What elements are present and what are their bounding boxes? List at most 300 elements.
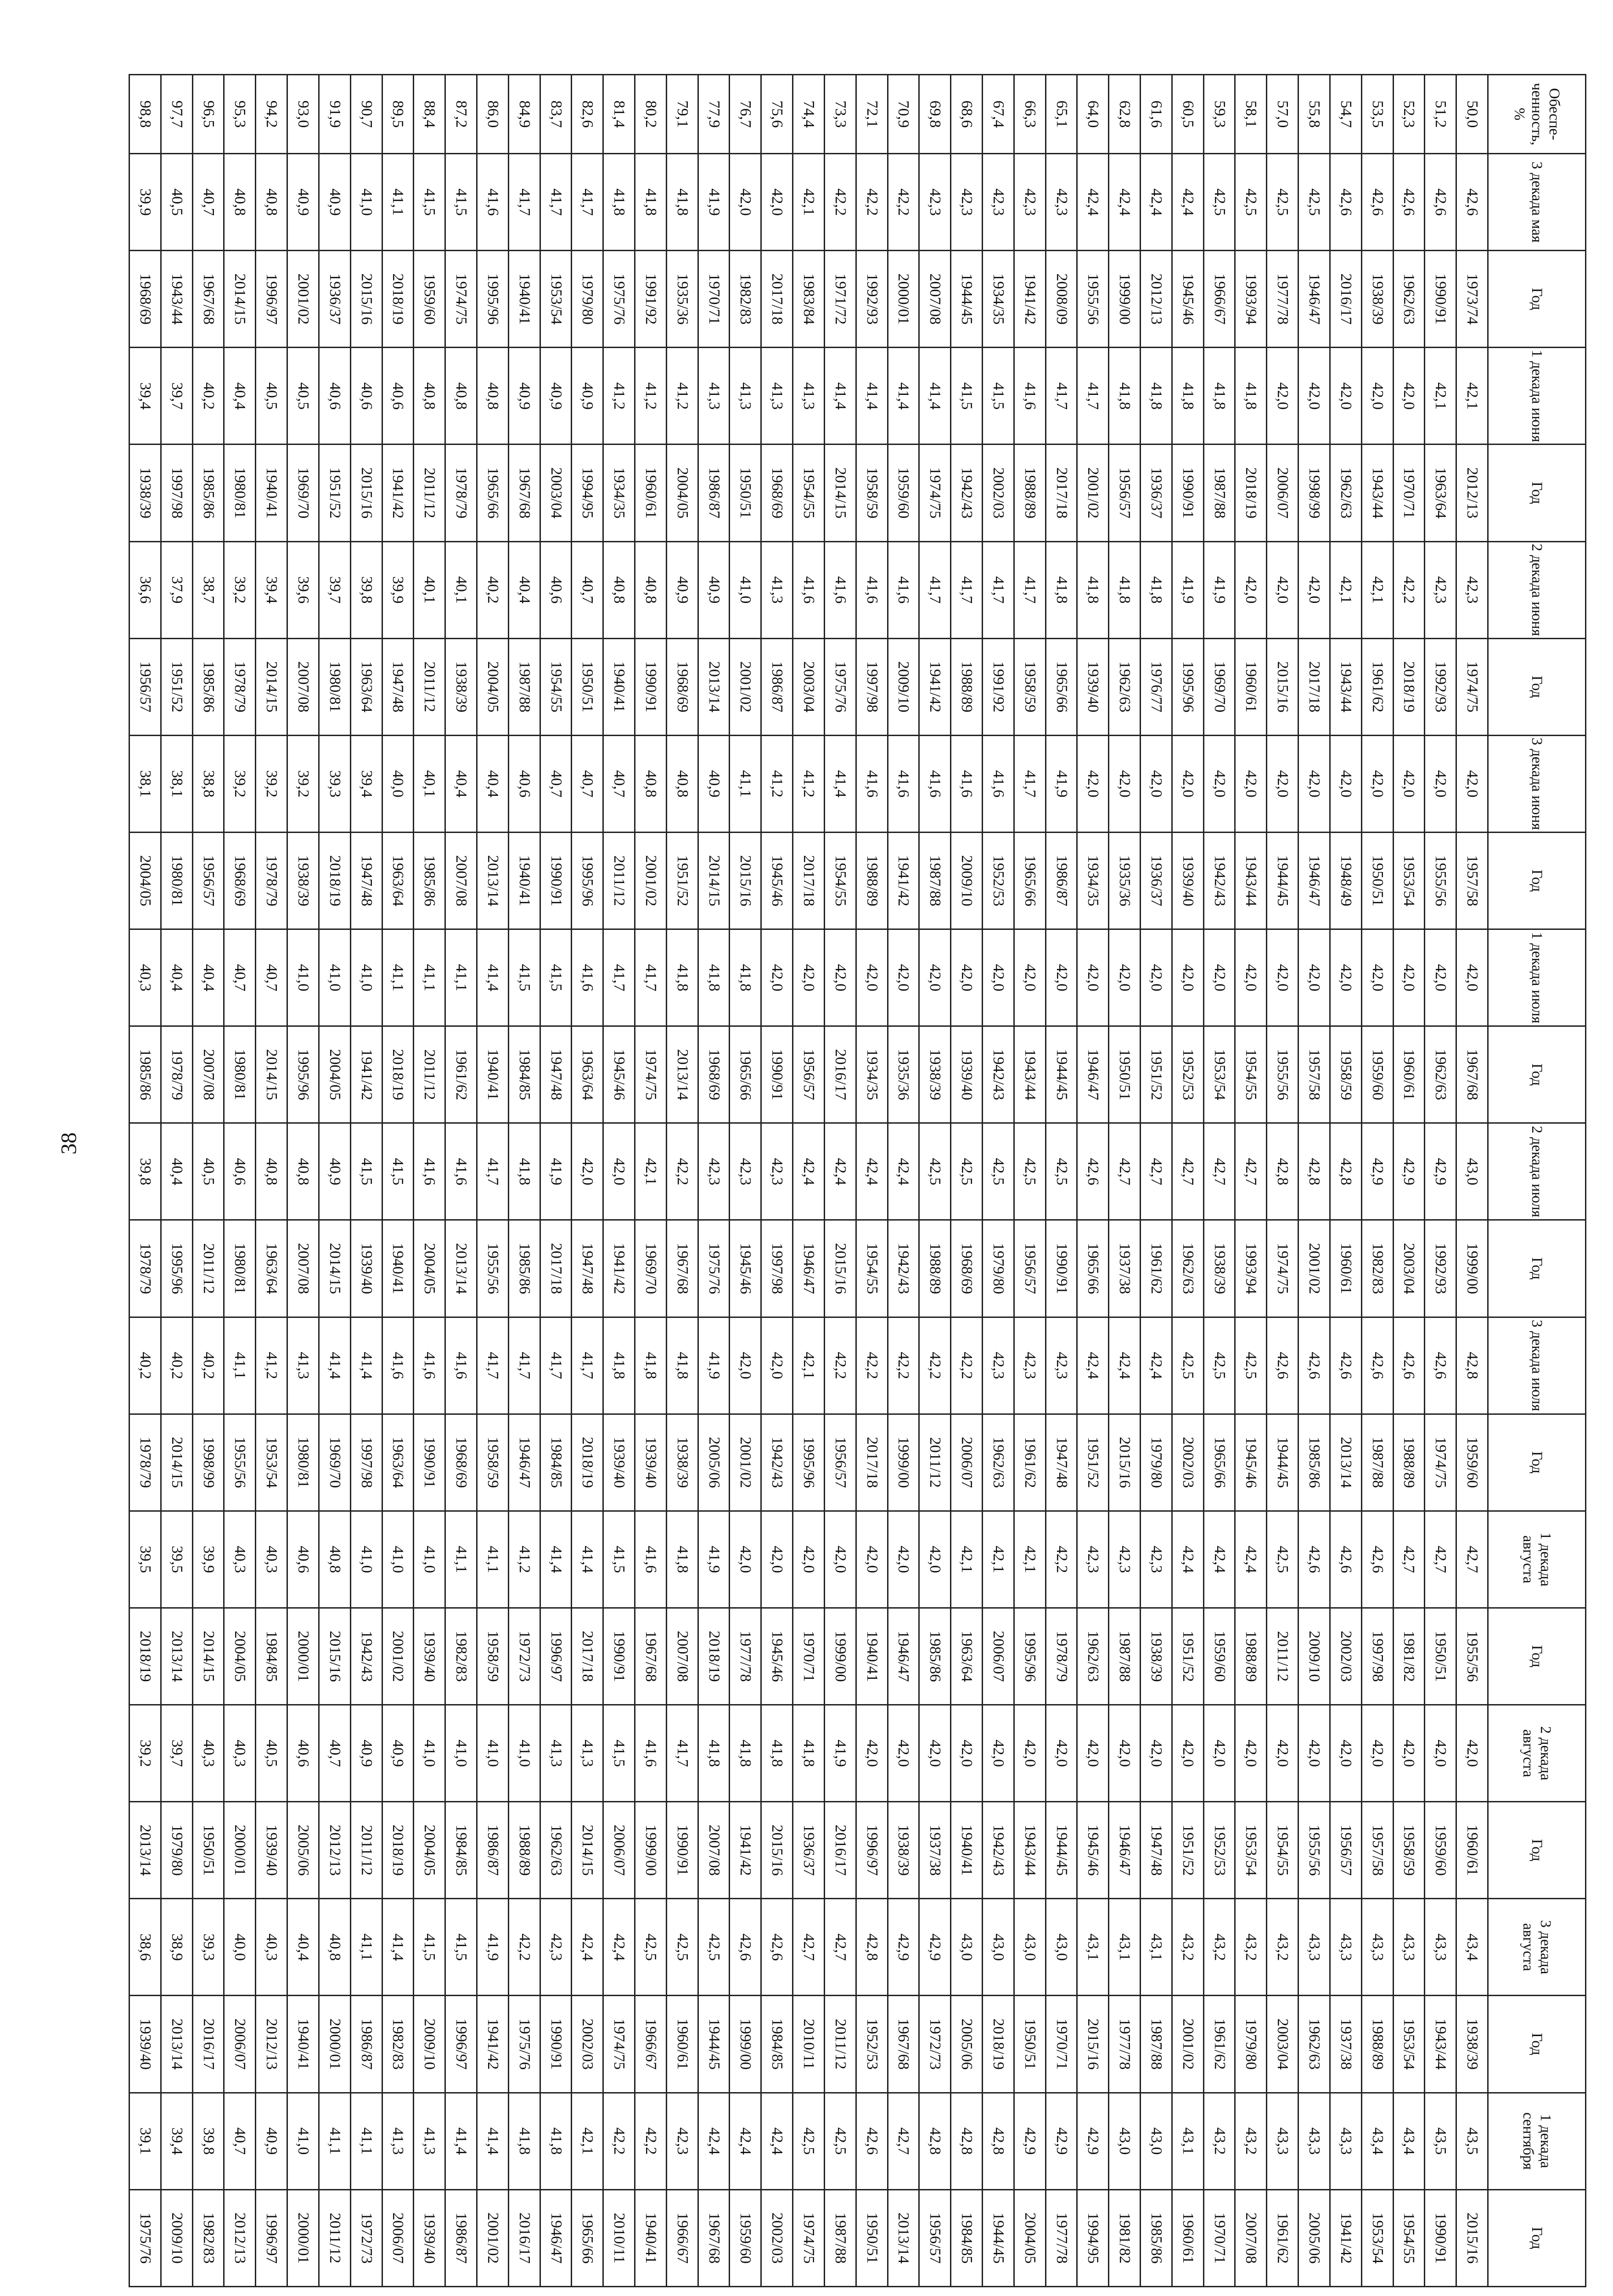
value-cell: 41,6 [382, 1317, 414, 1414]
year-cell: 1945/46 [730, 1220, 761, 1317]
value-cell: 41,0 [287, 2093, 319, 2189]
value-cell: 43,3 [1361, 1899, 1393, 1996]
value-cell: 37,9 [161, 541, 192, 638]
year-cell: 1997/98 [161, 445, 192, 541]
value-cell: 40,3 [192, 1705, 224, 1802]
year-cell: 1943/44 [1014, 1802, 1045, 1899]
value-cell: 40,8 [635, 541, 667, 638]
value-cell: 42,0 [1077, 1705, 1109, 1802]
value-cell: 42,3 [1014, 1317, 1045, 1414]
year-cell: 1960/61 [1235, 638, 1267, 735]
value-cell: 41,7 [572, 1317, 603, 1414]
value-cell: 40,4 [192, 929, 224, 1026]
year-cell: 1945/46 [1172, 251, 1203, 348]
year-cell: 1951/52 [161, 638, 192, 735]
year-cell: 1942/43 [983, 1026, 1014, 1123]
year-cell: 2009/10 [1298, 1608, 1330, 1705]
value-cell: 42,3 [1425, 541, 1456, 638]
value-cell: 42,7 [1141, 1123, 1172, 1220]
year-cell: 1970/71 [1393, 445, 1425, 541]
value-cell: 42,2 [508, 1899, 540, 1996]
year-cell: 2004/05 [477, 638, 509, 735]
year-cell: 1985/86 [192, 445, 224, 541]
value-cell: 42,2 [1045, 1511, 1077, 1608]
value-cell: 40,7 [256, 929, 287, 1026]
year-cell: 1941/42 [603, 1220, 635, 1317]
year-cell: 1966/67 [666, 2189, 698, 2286]
year-cell: 1958/59 [856, 445, 888, 541]
year-cell: 1940/41 [382, 1220, 414, 1317]
year-cell: 1950/51 [1014, 1996, 1045, 2093]
value-cell: 42,9 [1045, 2093, 1077, 2189]
year-cell: 2018/19 [572, 1414, 603, 1511]
value-cell: 42,4 [730, 2093, 761, 2189]
value-cell: 42,6 [1393, 1317, 1425, 1414]
value-cell: 42,0 [983, 1705, 1014, 1802]
value-cell: 41,3 [698, 348, 730, 445]
year-cell: 1952/53 [1172, 1026, 1203, 1123]
year-cell: 1999/00 [730, 1996, 761, 2093]
year-cell: 1999/00 [888, 1414, 919, 1511]
value-cell: 41,0 [350, 154, 382, 251]
value-cell: 41,0 [730, 541, 761, 638]
value-cell: 43,0 [1141, 2093, 1172, 2189]
year-cell: 1987/88 [1109, 1608, 1141, 1705]
year-cell: 1955/56 [1077, 251, 1109, 348]
value-cell: 41,4 [319, 1317, 350, 1414]
value-cell: 40,9 [287, 154, 319, 251]
year-cell: 1984/85 [761, 1996, 793, 2093]
year-cell: 1965/66 [730, 1026, 761, 1123]
value-cell: 41,2 [603, 348, 635, 445]
year-cell: 1940/41 [477, 1026, 509, 1123]
year-cell: 1990/91 [603, 1608, 635, 1705]
provision-cell: 83,7 [540, 75, 572, 154]
table-row [1203, 75, 1235, 2287]
year-cell: 1958/59 [1330, 1026, 1361, 1123]
value-cell: 43,2 [1235, 1899, 1267, 1996]
table-row [983, 75, 1014, 2287]
value-cell: 42,5 [1235, 154, 1267, 251]
value-cell: 38,7 [192, 541, 224, 638]
value-cell: 41,4 [572, 1511, 603, 1608]
year-cell: 2000/01 [319, 1996, 350, 2093]
value-cell: 42,0 [1235, 541, 1267, 638]
year-cell: 1980/81 [224, 1026, 256, 1123]
year-cell: 1982/83 [1361, 1220, 1393, 1317]
value-cell: 41,8 [508, 1123, 540, 1220]
table-row [1361, 75, 1393, 2287]
year-cell: 1938/39 [919, 1026, 951, 1123]
year-cell: 1958/59 [1393, 1802, 1425, 1899]
year-cell: 1996/97 [540, 1608, 572, 1705]
year-cell: 1982/83 [730, 251, 761, 348]
year-cell: 1967/68 [888, 1996, 919, 2093]
table-row [414, 75, 445, 2287]
value-cell: 39,2 [287, 735, 319, 832]
year-cell: 1935/36 [888, 1026, 919, 1123]
value-cell: 42,6 [1361, 154, 1393, 251]
year-cell: 1980/81 [224, 1220, 256, 1317]
value-cell: 39,8 [129, 1123, 161, 1220]
year-cell: 1947/48 [350, 832, 382, 929]
value-cell: 42,0 [1203, 735, 1235, 832]
value-cell: 42,1 [572, 2093, 603, 2189]
value-cell: 41,9 [698, 1511, 730, 1608]
provision-cell: 97,7 [161, 75, 192, 154]
year-cell: 1942/43 [951, 445, 983, 541]
value-cell: 42,0 [730, 1317, 761, 1414]
value-cell: 39,5 [161, 1511, 192, 1608]
header-year: Год [1488, 1026, 1586, 1123]
year-cell: 1983/84 [793, 251, 825, 348]
value-cell: 41,4 [445, 2093, 477, 2189]
year-cell: 1946/47 [1109, 1802, 1141, 1899]
year-cell: 1975/76 [698, 1220, 730, 1317]
year-cell: 1991/92 [983, 638, 1014, 735]
year-cell: 1968/69 [761, 445, 793, 541]
value-cell: 40,6 [382, 348, 414, 445]
value-cell: 41,4 [477, 929, 509, 1026]
year-cell: 2018/19 [1235, 445, 1267, 541]
provision-cell: 96,5 [192, 75, 224, 154]
year-cell: 1944/45 [1267, 1414, 1298, 1511]
year-cell: 2001/02 [382, 1608, 414, 1705]
value-cell: 42,8 [856, 1899, 888, 1996]
year-cell: 2001/02 [635, 832, 667, 929]
year-cell: 1978/79 [1045, 1608, 1077, 1705]
value-cell: 42,0 [951, 1705, 983, 1802]
value-cell: 42,0 [730, 154, 761, 251]
value-cell: 42,5 [824, 2093, 856, 2189]
value-cell: 42,0 [1298, 735, 1330, 832]
value-cell: 41,3 [761, 541, 793, 638]
value-cell: 41,8 [1141, 541, 1172, 638]
year-cell: 1999/00 [1456, 1220, 1488, 1317]
year-cell: 1987/88 [508, 638, 540, 735]
year-cell: 1950/51 [1425, 1608, 1456, 1705]
value-cell: 43,1 [1077, 1899, 1109, 1996]
year-cell: 2014/15 [256, 638, 287, 735]
year-cell: 2007/08 [919, 251, 951, 348]
value-cell: 40,9 [540, 348, 572, 445]
year-cell: 2016/17 [824, 1026, 856, 1123]
year-cell: 1940/41 [635, 2189, 667, 2286]
year-cell: 1990/91 [1045, 1220, 1077, 1317]
year-cell: 1971/72 [824, 251, 856, 348]
value-cell: 41,3 [761, 348, 793, 445]
year-cell: 1986/87 [350, 1996, 382, 2093]
value-cell: 41,9 [1172, 541, 1203, 638]
year-cell: 1974/75 [1456, 638, 1488, 735]
year-cell: 1975/76 [824, 638, 856, 735]
value-cell: 40,4 [224, 348, 256, 445]
year-cell: 1961/62 [1267, 2189, 1298, 2286]
value-cell: 42,4 [761, 2093, 793, 2189]
year-cell: 1965/66 [477, 445, 509, 541]
value-cell: 41,9 [477, 1899, 509, 1996]
year-cell: 2013/14 [666, 1026, 698, 1123]
year-cell: 1954/55 [1393, 2189, 1425, 2286]
year-cell: 1957/58 [1298, 1026, 1330, 1123]
value-cell: 42,0 [1361, 929, 1393, 1026]
year-cell: 1985/86 [1141, 2189, 1172, 2286]
provision-cell: 75,6 [761, 75, 793, 154]
value-cell: 42,3 [1456, 541, 1488, 638]
year-cell: 1968/69 [224, 832, 256, 929]
year-cell: 1941/42 [382, 445, 414, 541]
value-cell: 42,7 [1203, 1123, 1235, 1220]
year-cell: 1938/39 [445, 638, 477, 735]
year-cell: 1995/96 [572, 832, 603, 929]
year-cell: 1937/38 [1330, 1996, 1361, 2093]
year-cell: 1945/46 [761, 1608, 793, 1705]
value-cell: 41,5 [508, 929, 540, 1026]
value-cell: 42,2 [824, 1317, 856, 1414]
value-cell: 42,6 [1298, 1317, 1330, 1414]
value-cell: 40,8 [256, 154, 287, 251]
provision-cell: 93,0 [287, 75, 319, 154]
value-cell: 42,4 [1077, 154, 1109, 251]
year-cell: 1970/71 [698, 251, 730, 348]
year-cell: 1961/62 [1203, 1996, 1235, 2093]
value-cell: 42,7 [1235, 1123, 1267, 1220]
value-cell: 41,8 [698, 929, 730, 1026]
value-cell: 42,0 [1425, 929, 1456, 1026]
value-cell: 39,4 [350, 735, 382, 832]
year-cell: 1962/63 [983, 1414, 1014, 1511]
year-cell: 1986/87 [445, 2189, 477, 2286]
value-cell: 41,6 [635, 1511, 667, 1608]
year-cell: 1944/45 [1267, 832, 1298, 929]
value-cell: 42,0 [1109, 735, 1141, 832]
year-cell: 1962/63 [1425, 1026, 1456, 1123]
value-cell: 40,7 [192, 154, 224, 251]
year-cell: 1963/64 [350, 638, 382, 735]
value-cell: 41,5 [382, 1123, 414, 1220]
year-cell: 1974/75 [445, 251, 477, 348]
value-cell: 41,6 [824, 541, 856, 638]
value-cell: 42,0 [1235, 929, 1267, 1026]
year-cell: 1987/88 [1203, 445, 1235, 541]
provision-cell: 72,1 [856, 75, 888, 154]
value-cell: 42,7 [824, 1899, 856, 1996]
table-row [508, 75, 540, 2287]
value-cell: 41,6 [635, 1705, 667, 1802]
year-cell: 1953/54 [1235, 1802, 1267, 1899]
year-cell: 1965/66 [1203, 1414, 1235, 1511]
table-row [666, 75, 698, 2287]
year-cell: 2016/17 [508, 2189, 540, 2286]
year-cell: 2014/15 [319, 1220, 350, 1317]
year-cell: 1987/88 [824, 2189, 856, 2286]
value-cell: 42,0 [1456, 929, 1488, 1026]
header-decade: 3 декада мая [1488, 154, 1586, 251]
year-cell: 1985/86 [1298, 1414, 1330, 1511]
year-cell: 2007/08 [192, 1026, 224, 1123]
header-year: Год [1488, 1802, 1586, 1899]
value-cell: 42,3 [666, 2093, 698, 2189]
table-row [287, 75, 319, 2287]
value-cell: 41,5 [445, 154, 477, 251]
year-cell: 1946/47 [1298, 832, 1330, 929]
value-cell: 42,0 [1109, 929, 1141, 1026]
value-cell: 42,0 [1077, 929, 1109, 1026]
year-cell: 2009/10 [161, 2189, 192, 2286]
year-cell: 1938/39 [1141, 1608, 1172, 1705]
year-cell: 1985/86 [129, 1026, 161, 1123]
year-cell: 1955/56 [224, 1414, 256, 1511]
year-cell: 1986/87 [1045, 832, 1077, 929]
year-cell: 2004/05 [224, 1608, 256, 1705]
table-row [603, 75, 635, 2287]
year-cell: 1940/41 [603, 638, 635, 735]
value-cell: 42,0 [1361, 348, 1393, 445]
year-cell: 1972/73 [350, 2189, 382, 2286]
year-cell: 1967/68 [698, 2189, 730, 2286]
value-cell: 40,4 [161, 1123, 192, 1220]
year-cell: 1944/45 [1045, 1026, 1077, 1123]
value-cell: 40,3 [256, 1511, 287, 1608]
page-number: 38 [56, 1132, 81, 1154]
year-cell: 1994/95 [1077, 2189, 1109, 2286]
provision-cell: 91,9 [319, 75, 350, 154]
year-cell: 1993/94 [1235, 1220, 1267, 1317]
year-cell: 1934/35 [1077, 832, 1109, 929]
value-cell: 42,2 [603, 2093, 635, 2189]
year-cell: 1959/60 [1361, 1026, 1393, 1123]
value-cell: 42,0 [1077, 735, 1109, 832]
provision-cell: 53,5 [1361, 75, 1393, 154]
value-cell: 38,6 [129, 1899, 161, 1996]
header-year: Год [1488, 445, 1586, 541]
value-cell: 42,0 [1361, 735, 1393, 832]
value-cell: 42,3 [919, 154, 951, 251]
value-cell: 43,0 [951, 1899, 983, 1996]
provision-cell: 66,3 [1014, 75, 1045, 154]
value-cell: 41,8 [1109, 541, 1141, 638]
value-cell: 41,9 [698, 154, 730, 251]
value-cell: 43,4 [1393, 2093, 1425, 2189]
year-cell: 1950/51 [856, 2189, 888, 2286]
year-cell: 2001/02 [1172, 1996, 1203, 2093]
year-cell: 1940/41 [287, 1996, 319, 2093]
value-cell: 41,9 [1045, 735, 1077, 832]
value-cell: 42,0 [919, 1511, 951, 1608]
value-cell: 41,1 [477, 1511, 509, 1608]
year-cell: 2017/18 [793, 832, 825, 929]
year-cell: 1951/52 [1172, 1802, 1203, 1899]
value-cell: 42,5 [1014, 1123, 1045, 1220]
value-cell: 40,8 [635, 735, 667, 832]
value-cell: 42,0 [761, 929, 793, 1026]
year-cell: 1954/55 [856, 1220, 888, 1317]
year-cell: 2004/05 [666, 445, 698, 541]
value-cell: 42,6 [761, 1899, 793, 1996]
value-cell: 41,7 [540, 1317, 572, 1414]
year-cell: 1958/59 [1014, 638, 1045, 735]
year-cell: 1970/71 [1203, 2189, 1235, 2286]
table-row [1045, 75, 1077, 2287]
value-cell: 41,3 [572, 1705, 603, 1802]
year-cell: 2018/19 [382, 1026, 414, 1123]
year-cell: 2011/12 [603, 832, 635, 929]
year-cell: 1992/93 [856, 251, 888, 348]
value-cell: 41,4 [350, 1317, 382, 1414]
year-cell: 2002/03 [1172, 1414, 1203, 1511]
table-row [761, 75, 793, 2287]
year-cell: 2006/07 [382, 2189, 414, 2286]
year-cell: 1972/73 [919, 1996, 951, 2093]
year-cell: 2000/01 [224, 1802, 256, 1899]
value-cell: 42,0 [983, 929, 1014, 1026]
year-cell: 1939/40 [414, 1608, 445, 1705]
value-cell: 42,2 [666, 1123, 698, 1220]
table-row [445, 75, 477, 2287]
value-cell: 42,0 [1267, 348, 1298, 445]
value-cell: 41,8 [698, 1705, 730, 1802]
value-cell: 42,6 [856, 2093, 888, 2189]
provision-cell: 59,3 [1203, 75, 1235, 154]
year-cell: 1946/47 [540, 2189, 572, 2286]
year-cell: 1943/44 [1425, 1996, 1456, 2093]
value-cell: 42,0 [888, 1511, 919, 1608]
year-cell: 1996/97 [856, 1802, 888, 1899]
value-cell: 42,6 [1425, 154, 1456, 251]
header-year: Год [1488, 1608, 1586, 1705]
year-cell: 2004/05 [129, 832, 161, 929]
year-cell: 1988/89 [856, 832, 888, 929]
year-cell: 2002/03 [983, 445, 1014, 541]
header-year: Год [1488, 1414, 1586, 1511]
value-cell: 39,6 [287, 541, 319, 638]
value-cell: 40,2 [161, 1317, 192, 1414]
provision-cell: 61,6 [1141, 75, 1172, 154]
value-cell: 39,2 [129, 1705, 161, 1802]
value-cell: 42,3 [1014, 154, 1045, 251]
value-cell: 41,0 [350, 1511, 382, 1608]
year-cell: 1981/82 [1393, 1608, 1425, 1705]
year-cell: 1969/70 [319, 1414, 350, 1511]
value-cell: 42,4 [698, 2093, 730, 2189]
provision-cell: 94,2 [256, 75, 287, 154]
table-row [256, 75, 287, 2287]
year-cell: 2014/15 [192, 1608, 224, 1705]
provision-cell: 69,8 [919, 75, 951, 154]
value-cell: 41,8 [666, 154, 698, 251]
year-cell: 1941/42 [1014, 251, 1045, 348]
value-cell: 42,2 [888, 1317, 919, 1414]
value-cell: 39,1 [129, 2093, 161, 2189]
year-cell: 1990/91 [635, 638, 667, 735]
value-cell: 42,0 [1172, 735, 1203, 832]
year-cell: 1985/86 [192, 638, 224, 735]
year-cell: 1943/44 [1361, 445, 1393, 541]
year-cell: 1967/68 [1456, 1026, 1488, 1123]
value-cell: 41,1 [414, 929, 445, 1026]
value-cell: 41,6 [477, 154, 509, 251]
year-cell: 1997/98 [1361, 1608, 1393, 1705]
value-cell: 41,5 [350, 1123, 382, 1220]
year-cell: 1950/51 [1109, 1026, 1141, 1123]
year-cell: 1947/48 [1141, 1802, 1172, 1899]
year-cell: 1965/66 [1014, 832, 1045, 929]
value-cell: 42,0 [730, 1511, 761, 1608]
value-cell: 42,6 [1330, 1317, 1361, 1414]
value-cell: 42,0 [1330, 1705, 1361, 1802]
year-cell: 1938/39 [1456, 1996, 1488, 2093]
header-decade: 1 декада августа [1488, 1511, 1586, 1608]
